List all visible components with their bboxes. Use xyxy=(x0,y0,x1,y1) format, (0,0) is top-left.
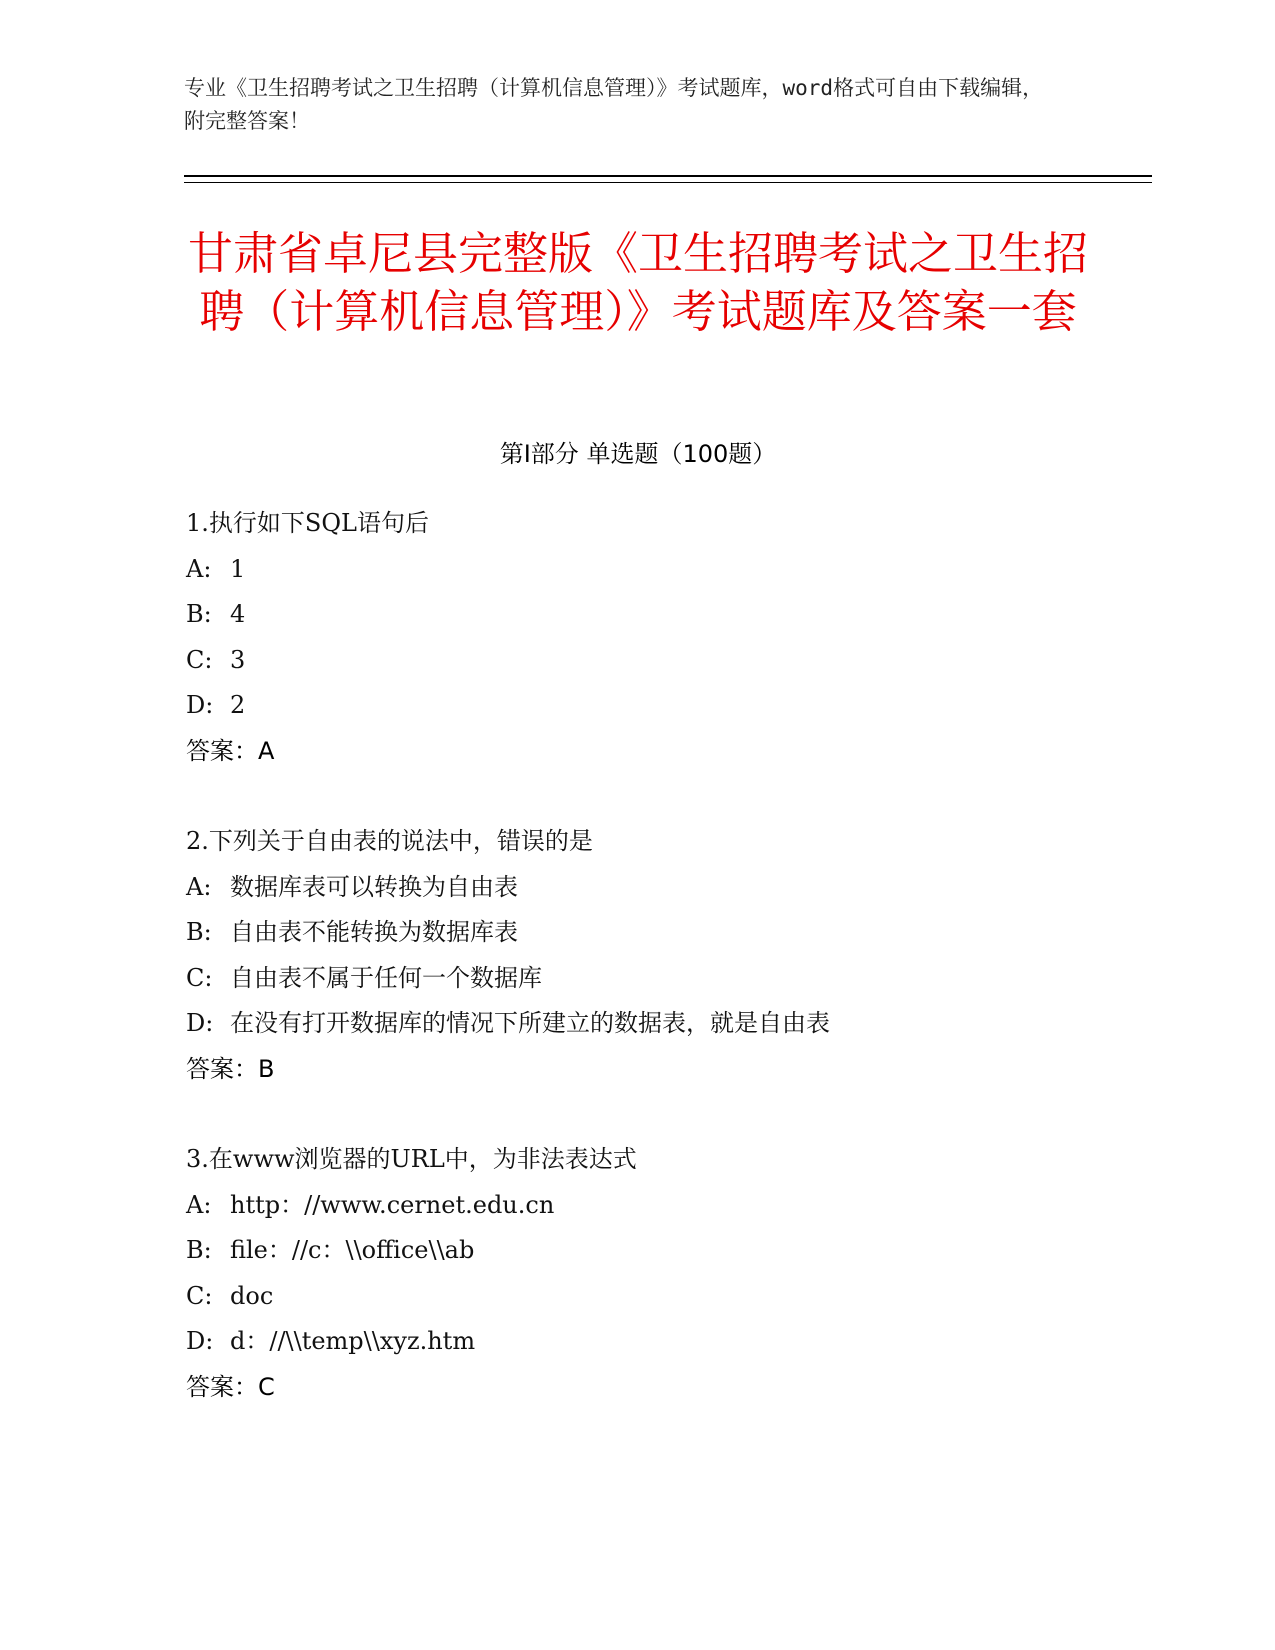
option-letter: A: xyxy=(186,554,212,583)
option-letter: A: xyxy=(186,872,212,901)
option-letter: B: xyxy=(186,1236,212,1264)
option-letter: C: xyxy=(186,1281,213,1310)
option-d xyxy=(186,1001,1086,1047)
document-title: 甘肃省卓尼县完整版《卫生招聘考试之卫生招聘（计算机信息管理）》考试题库及答案一套 xyxy=(187,227,1088,338)
option-b xyxy=(186,910,1086,956)
option-d xyxy=(186,1319,1086,1365)
answer: 答案：A xyxy=(186,736,275,765)
option-letter: C: xyxy=(186,963,213,992)
option-text: 自由表不属于任何一个数据库 xyxy=(230,963,542,992)
option-text: 自由表不能转换为数据库表 xyxy=(230,918,518,946)
option-text: 数据库表可以转换为自由表 xyxy=(230,872,518,901)
question-2 xyxy=(186,819,1086,1092)
question-3 xyxy=(186,1137,1086,1410)
option-a xyxy=(186,547,1086,593)
option-text: http：//www.cernet.edu.cn xyxy=(230,1190,555,1219)
option-c xyxy=(186,956,1086,1002)
option-letter: D: xyxy=(186,1327,214,1355)
question-stem: 3.在www浏览器的URL中，为非法表达式 xyxy=(186,1145,637,1173)
option-d xyxy=(186,683,1086,729)
question-stem: 1.执行如下SQL语句后 xyxy=(186,509,429,537)
option-text: 在没有打开数据库的情况下所建立的数据表，就是自由表 xyxy=(230,1009,830,1037)
option-text: d：//\\temp\\xyz.htm xyxy=(230,1327,476,1355)
option-text: 1 xyxy=(230,554,246,583)
question-1 xyxy=(186,501,1086,774)
header-note: 专业《卫生招聘考试之卫生招聘（计算机信息管理）》考试题库，word格式可自由下载编辑，附完整答案！ xyxy=(184,76,1044,133)
answer: 答案：C xyxy=(186,1372,275,1401)
option-text: 4 xyxy=(230,600,246,628)
option-text: file：//c：\\office\\ab xyxy=(230,1236,475,1264)
option-letter: C: xyxy=(186,645,213,674)
option-c xyxy=(186,1274,1086,1320)
option-text: doc xyxy=(230,1281,274,1310)
option-letter: B: xyxy=(186,600,212,628)
option-letter: B: xyxy=(186,918,212,946)
answer: 答案：B xyxy=(186,1054,275,1083)
option-b xyxy=(186,1228,1086,1274)
header-rule-thick xyxy=(184,175,1152,177)
header-rule-thin xyxy=(184,182,1152,183)
option-text: 3 xyxy=(230,645,246,674)
section-title: 第Ⅰ部分 单选题（100题） xyxy=(499,440,777,468)
option-letter: D: xyxy=(186,1009,214,1037)
option-letter: D: xyxy=(186,691,214,719)
option-a xyxy=(186,1183,1086,1229)
option-b xyxy=(186,592,1086,638)
option-a xyxy=(186,865,1086,911)
option-text: 2 xyxy=(230,691,246,719)
option-c xyxy=(186,638,1086,684)
question-stem: 2.下列关于自由表的说法中，错误的是 xyxy=(186,827,593,855)
option-letter: A: xyxy=(186,1190,212,1219)
